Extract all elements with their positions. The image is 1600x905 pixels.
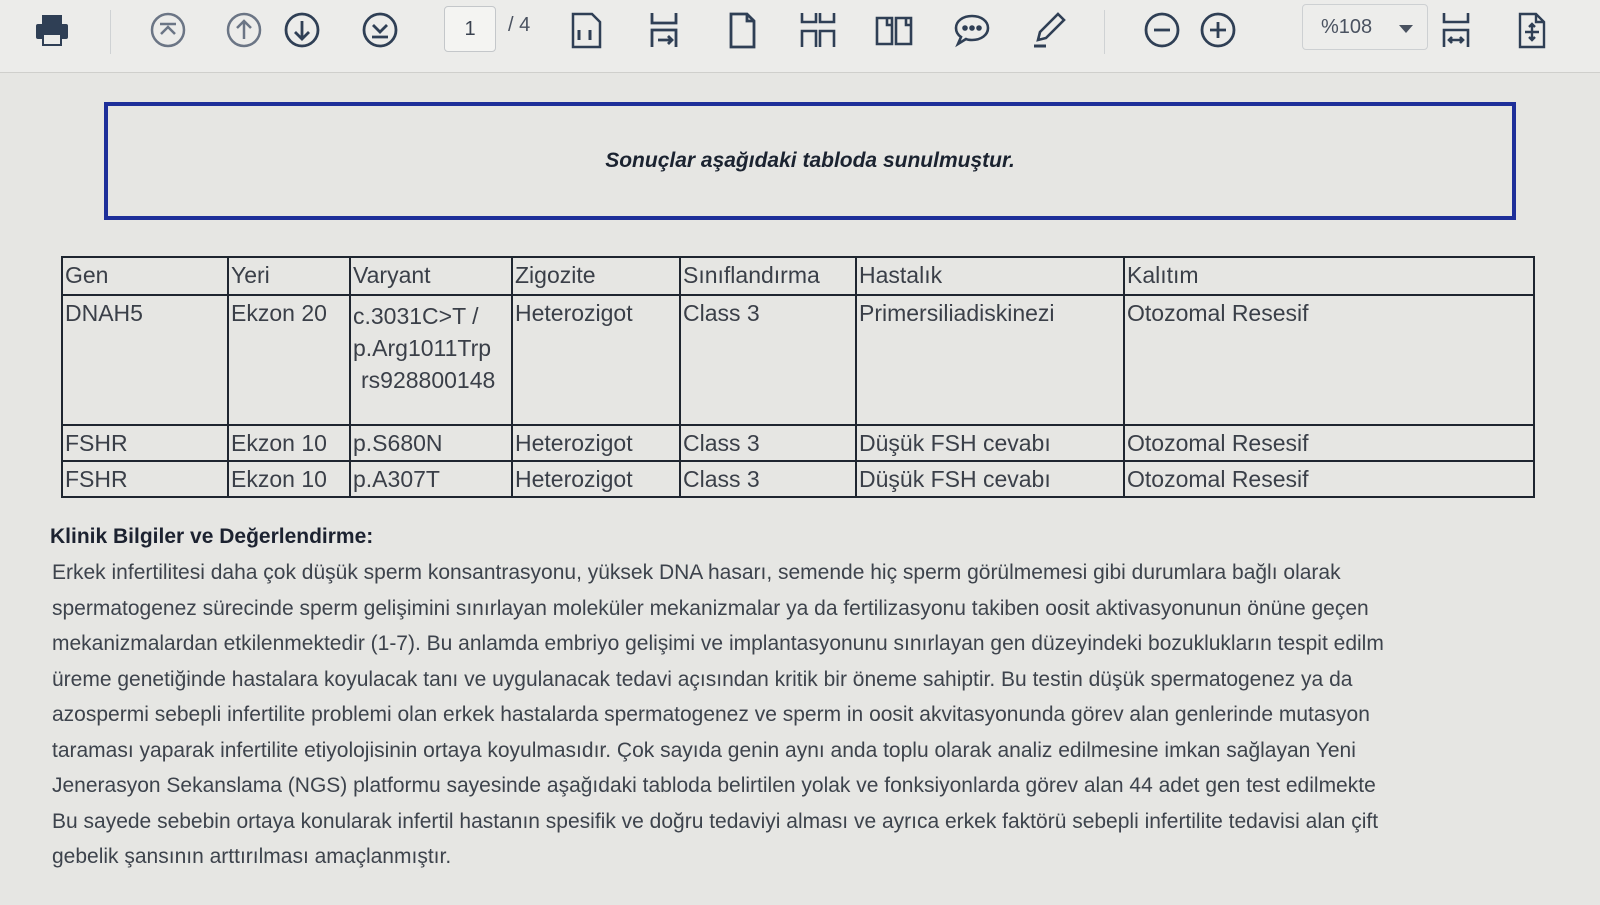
cell-hastalik: Düşük FSH cevabı: [856, 461, 1124, 497]
table-row: [62, 295, 1534, 425]
previous-page-icon[interactable]: [222, 8, 266, 52]
section-heading: Klinik Bilgiler ve Değerlendirme:: [50, 525, 374, 548]
comment-icon[interactable]: [950, 8, 994, 52]
header-yeri: Yeri: [228, 257, 350, 295]
next-page-icon[interactable]: [280, 8, 324, 52]
zoom-in-icon[interactable]: [1196, 8, 1240, 52]
cell-kalitim: Otozomal Resesif: [1124, 425, 1534, 461]
cell-siniflandirma: Class 3: [680, 461, 856, 497]
last-page-icon[interactable]: [358, 8, 402, 52]
fit-width-icon[interactable]: [642, 8, 686, 52]
results-banner: [104, 102, 1516, 220]
rotate-icon[interactable]: [1510, 8, 1554, 52]
toolbar-separator: [1104, 10, 1105, 54]
clinical-paragraph: [52, 555, 1600, 875]
toolbar-separator: [110, 10, 111, 54]
pdf-toolbar: [0, 0, 1600, 73]
cell-zigozite: Heterozigot: [512, 461, 680, 497]
cell-gen: FSHR: [62, 425, 228, 461]
single-page-icon[interactable]: [720, 8, 764, 52]
paragraph-line: azospermi sebepli infertilite problemi olan erkek hastalarda spermatogenez ve sperm in oosit akvitasyonunda görev alan genlerinde mutasyon: [52, 703, 1370, 726]
paragraph-line: Jenerasyon Sekanslama (NGS) platformu sayesinde aşağıdaki tabloda belirtilen yolak ve fonksiyonlarda görev alan 44 adet gen test edilmekte: [52, 774, 1376, 797]
header-hastalik: Hastalık: [856, 257, 1124, 295]
cell-kalitim: Otozomal Resesif: [1124, 295, 1534, 425]
page-number-input[interactable]: [444, 6, 496, 52]
cell-kalitim: Otozomal Resesif: [1124, 461, 1534, 497]
fit-page-icon[interactable]: [1434, 8, 1478, 52]
cell-varyant: [350, 295, 512, 425]
paragraph-line: Bu sayede sebebin ortaya konularak infertil hastanın spesifik ve doğru tedaviyi alması ve ayrıca erkek faktörü sebepli infertilite tedavisi alan çift: [52, 809, 1379, 833]
varyant-line: rs928800148: [361, 367, 496, 393]
actual-size-icon[interactable]: [564, 8, 608, 52]
cell-yeri: Ekzon 20: [228, 295, 350, 425]
table-row: [62, 461, 1534, 497]
cell-zigozite: Heterozigot: [512, 295, 680, 425]
cell-varyant: p.S680N: [350, 425, 512, 461]
header-gen: Gen: [62, 257, 228, 295]
chevron-down-icon: [1399, 25, 1413, 33]
paragraph-line: mekanizmalardan etkilenmektedir (1-7). Bu anlamda embriyo gelişimi ve implantasyonunu sınırlayan gen düzeyindeki bozuklukların tespit edilm: [52, 632, 1384, 655]
highlight-pen-icon[interactable]: [1026, 8, 1070, 52]
varyant-line: c.3031C>T /: [353, 303, 479, 329]
cell-gen: DNAH5: [62, 295, 228, 425]
table-row: [62, 425, 1534, 461]
cell-siniflandirma: Class 3: [680, 425, 856, 461]
zoom-value: %108: [1321, 15, 1373, 38]
two-page-icon[interactable]: [872, 8, 916, 52]
paragraph-line: gebelik şansının arttırılması amaçlanmıştır.: [52, 845, 452, 868]
header-zigozite: Zigozite: [512, 257, 680, 295]
header-kalitim: Kalıtım: [1124, 257, 1534, 295]
banner-text: Sonuçlar aşağıdaki tabloda sunulmuştur.: [605, 149, 1015, 172]
results-table: [61, 256, 1535, 498]
header-varyant: Varyant: [350, 257, 512, 295]
varyant-line: p.Arg1011Trp: [353, 335, 492, 361]
table-header-row: [62, 257, 1534, 295]
cell-siniflandirma: Class 3: [680, 295, 856, 425]
paragraph-line: spermatogenez sürecinde sperm gelişimini sınırlayan moleküler mekanizmalar ya da fertilizasyonu takiben oosit aktivasyonunun önüne geçen: [52, 596, 1369, 620]
zoom-out-icon[interactable]: [1140, 8, 1184, 52]
two-page-continuous-icon[interactable]: [796, 8, 840, 52]
cell-varyant: p.A307T: [350, 461, 512, 497]
paragraph-line: üreme genetiğinde hastalara koyulacak tanı ve uygulanacak tedavi açısından kritik bir öneme sahiptir. Bu testin düşük spermatogenez ya da: [52, 667, 1353, 691]
document-page: [0, 73, 1600, 905]
cell-zigozite: Heterozigot: [512, 425, 680, 461]
printer-icon[interactable]: [30, 8, 74, 52]
first-page-icon[interactable]: [146, 8, 190, 52]
cell-gen: FSHR: [62, 461, 228, 497]
cell-hastalik: Primersiliadiskinezi: [856, 295, 1124, 425]
page-total-label: / 4: [508, 14, 531, 36]
cell-yeri: Ekzon 10: [228, 461, 350, 497]
header-siniflandirma: Sınıflandırma: [680, 257, 856, 295]
paragraph-line: taraması yaparak infertilite etiyolojisinin ortaya koyulmasıdır. Çok sayıda genin aynı anda toplu olarak analiz edilmesine imkan sağlayan Yeni: [52, 738, 1356, 762]
paragraph-line: Erkek infertilitesi daha çok düşük sperm konsantrasyonu, yüksek DNA hasarı, semende hiç sperm görülmemesi gibi durumlara bağlı olarak: [52, 561, 1341, 584]
cell-hastalik: Düşük FSH cevabı: [856, 425, 1124, 461]
cell-yeri: Ekzon 10: [228, 425, 350, 461]
zoom-select[interactable]: [1302, 4, 1428, 50]
